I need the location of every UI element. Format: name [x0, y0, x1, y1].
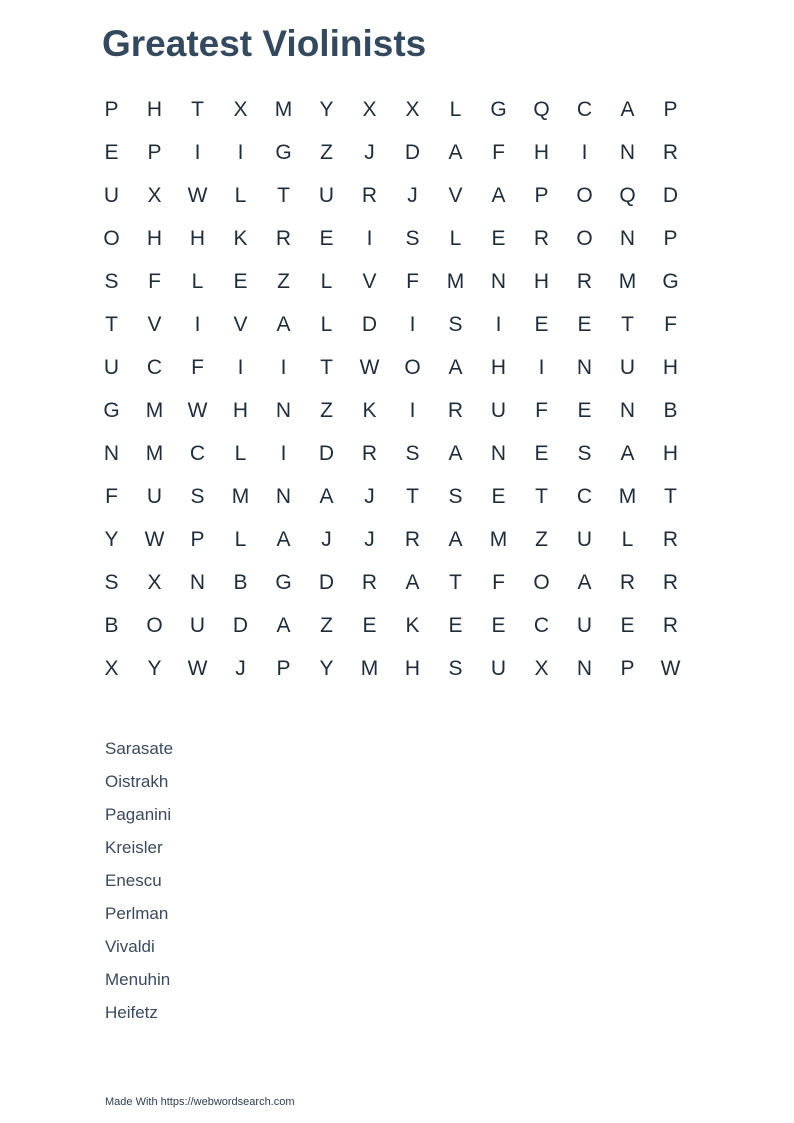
grid-cell[interactable]: Z — [320, 399, 333, 422]
grid-cell[interactable]: R — [447, 399, 464, 422]
grid-cell[interactable]: G — [275, 141, 292, 164]
grid-cell[interactable]: M — [618, 270, 637, 293]
grid-cell[interactable]: M — [446, 270, 465, 293]
grid-cell[interactable]: R — [662, 528, 679, 551]
grid-cell[interactable]: U — [103, 356, 120, 379]
grid-cell[interactable]: W — [187, 399, 208, 422]
grid-cell[interactable]: E — [491, 485, 506, 508]
grid-cell[interactable]: V — [448, 184, 463, 207]
grid-cell[interactable]: O — [146, 614, 163, 637]
grid-cell[interactable]: E — [319, 227, 334, 250]
grid-cell[interactable]: H — [146, 98, 163, 121]
grid-cell[interactable]: I — [237, 356, 244, 379]
grid-cell[interactable]: I — [280, 442, 287, 465]
grid-cell[interactable]: D — [662, 184, 679, 207]
grid-cell[interactable]: S — [104, 270, 119, 293]
grid-cell[interactable]: M — [618, 485, 637, 508]
grid-cell[interactable]: L — [320, 270, 333, 293]
grid-cell[interactable]: R — [576, 270, 593, 293]
grid-cell[interactable]: X — [534, 657, 549, 680]
grid-cell[interactable]: U — [619, 356, 636, 379]
grid-cell[interactable]: T — [277, 184, 290, 207]
word-list-item: Menuhin — [105, 970, 171, 989]
grid-cell[interactable]: F — [105, 485, 118, 508]
grid-cell[interactable]: U — [490, 399, 507, 422]
grid-cell[interactable]: B — [663, 399, 678, 422]
grid-cell[interactable]: W — [187, 184, 208, 207]
grid-cell[interactable]: S — [190, 485, 205, 508]
grid-row — [90, 432, 692, 475]
grid-cell[interactable]: O — [576, 227, 593, 250]
grid-cell[interactable]: A — [276, 614, 291, 637]
grid-cell[interactable]: X — [104, 657, 119, 680]
grid-cell[interactable]: K — [405, 614, 420, 637]
grid-cell[interactable]: E — [577, 399, 592, 422]
grid-cell[interactable]: M — [231, 485, 250, 508]
grid-cell[interactable]: A — [276, 528, 291, 551]
word-list-item: Paganini — [105, 805, 172, 824]
grid-row — [90, 475, 692, 518]
grid-cell[interactable]: D — [232, 614, 249, 637]
grid-cell[interactable]: U — [318, 184, 335, 207]
footer-credit: Made With https://webwordsearch.com — [105, 1096, 295, 1108]
grid-cell[interactable]: T — [406, 485, 419, 508]
grid-cell[interactable]: P — [276, 657, 291, 680]
grid-cell[interactable]: A — [448, 141, 463, 164]
page-title: Greatest Violinists — [102, 23, 427, 64]
grid-cell[interactable]: Z — [535, 528, 548, 551]
grid-cell[interactable]: G — [103, 399, 120, 422]
grid-cell[interactable]: M — [274, 98, 293, 121]
grid-row — [90, 88, 692, 131]
grid-cell[interactable]: N — [490, 442, 507, 465]
grid-cell[interactable]: F — [406, 270, 419, 293]
grid-cell[interactable]: T — [320, 356, 333, 379]
grid-cell[interactable]: A — [319, 485, 334, 508]
grid-cell[interactable]: D — [404, 141, 421, 164]
grid-cell[interactable]: F — [535, 399, 548, 422]
grid-cell[interactable]: O — [103, 227, 120, 250]
grid-cell[interactable]: N — [576, 356, 593, 379]
grid-cell[interactable]: G — [662, 270, 679, 293]
grid-cell[interactable]: J — [364, 485, 375, 508]
grid-cell[interactable]: C — [533, 614, 550, 637]
grid-cell[interactable]: M — [145, 399, 164, 422]
grid-cell[interactable]: F — [664, 313, 677, 336]
word-list-item: Vivaldi — [105, 937, 155, 956]
grid-cell[interactable]: L — [449, 98, 462, 121]
grid-row — [90, 647, 692, 690]
grid-cell[interactable]: E — [491, 227, 506, 250]
word-list-item: Kreisler — [105, 838, 163, 857]
grid-row — [90, 260, 692, 303]
grid-cell[interactable]: P — [534, 184, 549, 207]
grid-cell[interactable]: Z — [320, 614, 333, 637]
grid-row — [90, 604, 692, 647]
grid-cell[interactable]: A — [448, 442, 463, 465]
grid-cell[interactable]: E — [233, 270, 248, 293]
grid-row — [90, 131, 692, 174]
grid-cell[interactable]: Y — [104, 528, 119, 551]
grid-row — [90, 303, 692, 346]
grid-cell[interactable]: T — [191, 98, 204, 121]
grid-cell[interactable]: R — [662, 141, 679, 164]
grid-cell[interactable]: I — [581, 141, 588, 164]
grid-cell[interactable]: V — [233, 313, 248, 336]
grid-cell[interactable]: I — [194, 313, 201, 336]
grid-cell[interactable]: X — [147, 184, 162, 207]
grid-row — [90, 518, 692, 561]
grid-cell[interactable]: A — [405, 571, 420, 594]
grid-row — [90, 389, 692, 432]
grid-cell[interactable]: N — [619, 399, 636, 422]
grid-cell[interactable]: Y — [319, 657, 334, 680]
grid-cell[interactable]: A — [276, 313, 291, 336]
grid-cell[interactable]: H — [146, 227, 163, 250]
grid-cell[interactable]: S — [448, 657, 463, 680]
word-list-item: Sarasate — [105, 739, 174, 758]
word-list-item: Heifetz — [105, 1003, 158, 1022]
grid-cell[interactable]: O — [576, 184, 593, 207]
grid-cell[interactable]: P — [147, 141, 162, 164]
grid-cell[interactable]: E — [534, 313, 549, 336]
grid-cell[interactable]: H — [232, 399, 249, 422]
grid-cell[interactable]: F — [492, 571, 505, 594]
grid-cell[interactable]: L — [621, 528, 634, 551]
grid-cell[interactable]: F — [492, 141, 505, 164]
grid-cell[interactable]: F — [191, 356, 204, 379]
grid-cell[interactable]: G — [275, 571, 292, 594]
grid-cell[interactable]: E — [534, 442, 549, 465]
grid-cell[interactable]: N — [275, 485, 292, 508]
grid-cell[interactable]: I — [409, 399, 416, 422]
grid-cell[interactable]: C — [146, 356, 163, 379]
grid-cell[interactable]: S — [104, 571, 119, 594]
grid-cell[interactable]: T — [535, 485, 548, 508]
grid-cell[interactable]: W — [144, 528, 165, 551]
grid-cell[interactable]: P — [663, 98, 678, 121]
grid-cell[interactable]: D — [361, 313, 378, 336]
grid-cell[interactable]: T — [621, 313, 634, 336]
grid-cell[interactable]: I — [237, 141, 244, 164]
grid-cell[interactable]: Q — [619, 184, 636, 207]
grid-cell[interactable]: K — [362, 399, 377, 422]
grid-cell[interactable]: M — [145, 442, 164, 465]
word-list-item: Oistrakh — [105, 772, 169, 791]
word-list — [105, 736, 173, 1033]
grid-cell[interactable]: L — [320, 313, 333, 336]
grid-cell[interactable]: B — [104, 614, 119, 637]
grid-cell[interactable]: E — [491, 614, 506, 637]
grid-cell[interactable]: W — [187, 657, 208, 680]
grid-cell[interactable]: W — [359, 356, 380, 379]
grid-cell[interactable]: I — [495, 313, 502, 336]
grid-cell[interactable]: R — [404, 528, 421, 551]
grid-cell[interactable]: I — [194, 141, 201, 164]
grid-cell[interactable]: J — [235, 657, 246, 680]
grid-cell[interactable]: A — [577, 571, 592, 594]
grid-cell[interactable]: H — [662, 442, 679, 465]
grid-cell[interactable]: R — [662, 614, 679, 637]
grid-cell[interactable]: A — [620, 442, 635, 465]
grid-cell[interactable]: X — [405, 98, 420, 121]
grid-cell[interactable]: Z — [277, 270, 290, 293]
grid-cell[interactable]: P — [663, 227, 678, 250]
grid-cell[interactable]: U — [103, 184, 120, 207]
grid-cell[interactable]: Z — [320, 141, 333, 164]
grid-row — [90, 561, 692, 604]
grid-cell[interactable]: P — [620, 657, 635, 680]
grid-cell[interactable]: S — [405, 227, 420, 250]
grid-cell[interactable]: J — [364, 528, 375, 551]
grid-cell[interactable]: E — [620, 614, 635, 637]
grid-row — [90, 217, 692, 260]
grid-cell[interactable]: C — [576, 98, 593, 121]
grid-cell[interactable]: R — [361, 442, 378, 465]
grid-cell[interactable]: N — [103, 442, 120, 465]
grid-cell[interactable]: I — [409, 313, 416, 336]
grid-cell[interactable]: N — [275, 399, 292, 422]
grid-cell[interactable]: J — [407, 184, 418, 207]
grid-cell[interactable]: A — [448, 528, 463, 551]
grid-row — [90, 346, 692, 389]
grid-cell[interactable]: S — [448, 313, 463, 336]
grid-cell[interactable]: E — [362, 614, 377, 637]
grid-cell[interactable]: S — [448, 485, 463, 508]
grid-cell[interactable]: T — [449, 571, 462, 594]
grid-cell[interactable]: F — [148, 270, 161, 293]
grid-cell[interactable]: H — [490, 356, 507, 379]
grid-cell[interactable]: R — [619, 571, 636, 594]
grid-cell[interactable]: D — [318, 571, 335, 594]
grid-cell[interactable]: G — [490, 98, 507, 121]
grid-cell[interactable]: E — [104, 141, 119, 164]
grid-cell[interactable]: T — [105, 313, 118, 336]
grid-cell[interactable]: Y — [319, 98, 334, 121]
grid-cell[interactable]: J — [364, 141, 375, 164]
grid-cell[interactable]: L — [191, 270, 204, 293]
grid-cell[interactable]: U — [490, 657, 507, 680]
grid-cell[interactable]: U — [146, 485, 163, 508]
grid-cell[interactable]: X — [147, 571, 162, 594]
grid-cell[interactable]: R — [361, 184, 378, 207]
grid-cell[interactable]: M — [360, 657, 379, 680]
grid-cell[interactable]: R — [361, 571, 378, 594]
grid-cell[interactable]: R — [275, 227, 292, 250]
grid-cell[interactable]: W — [660, 657, 681, 680]
grid-cell[interactable]: A — [491, 184, 506, 207]
grid-cell[interactable]: Q — [533, 98, 550, 121]
grid-cell[interactable]: B — [233, 571, 248, 594]
grid-cell[interactable]: R — [662, 571, 679, 594]
grid-cell[interactable]: L — [234, 442, 247, 465]
grid-cell[interactable]: H — [662, 356, 679, 379]
grid-cell[interactable]: P — [190, 528, 205, 551]
grid-cell[interactable]: L — [234, 184, 247, 207]
grid-cell[interactable]: O — [404, 356, 421, 379]
grid-cell[interactable]: H — [533, 141, 550, 164]
grid-cell[interactable]: I — [538, 356, 545, 379]
grid-cell[interactable]: L — [234, 528, 247, 551]
grid-cell[interactable]: H — [533, 270, 550, 293]
grid-cell[interactable]: E — [577, 313, 592, 336]
grid-cell[interactable]: N — [619, 141, 636, 164]
grid-cell[interactable]: S — [577, 442, 592, 465]
grid-cell[interactable]: H — [189, 227, 206, 250]
grid-cell[interactable]: S — [405, 442, 420, 465]
grid-cell[interactable]: I — [280, 356, 287, 379]
grid-cell[interactable]: J — [321, 528, 332, 551]
grid-cell[interactable]: M — [489, 528, 508, 551]
grid-cell[interactable]: T — [664, 485, 677, 508]
grid-cell[interactable]: C — [189, 442, 206, 465]
grid-cell[interactable]: D — [318, 442, 335, 465]
grid-cell[interactable]: X — [362, 98, 377, 121]
grid-cell[interactable]: U — [189, 614, 206, 637]
grid-cell[interactable]: H — [404, 657, 421, 680]
grid-cell[interactable]: V — [147, 313, 162, 336]
grid-cell[interactable]: Y — [147, 657, 162, 680]
grid-cell[interactable]: K — [233, 227, 248, 250]
grid-cell[interactable]: V — [362, 270, 377, 293]
grid-cell[interactable]: U — [576, 528, 593, 551]
grid-cell[interactable]: I — [366, 227, 373, 250]
grid-cell[interactable]: P — [104, 98, 119, 121]
grid-cell[interactable]: X — [233, 98, 248, 121]
grid-cell[interactable]: N — [576, 657, 593, 680]
word-list-item: Enescu — [105, 871, 162, 890]
grid-row — [90, 174, 692, 217]
word-list-item: Perlman — [105, 904, 169, 923]
grid-cell[interactable]: E — [448, 614, 463, 637]
letter-grid — [90, 88, 692, 690]
grid-cell[interactable]: L — [449, 227, 462, 250]
grid-cell[interactable]: N — [189, 571, 206, 594]
grid-cell[interactable]: U — [576, 614, 593, 637]
grid-cell[interactable]: C — [576, 485, 593, 508]
grid-cell[interactable]: A — [620, 98, 635, 121]
grid-cell[interactable]: O — [533, 571, 550, 594]
grid-cell[interactable]: R — [533, 227, 550, 250]
grid-cell[interactable]: N — [490, 270, 507, 293]
grid-cell[interactable]: N — [619, 227, 636, 250]
grid-cell[interactable]: A — [448, 356, 463, 379]
